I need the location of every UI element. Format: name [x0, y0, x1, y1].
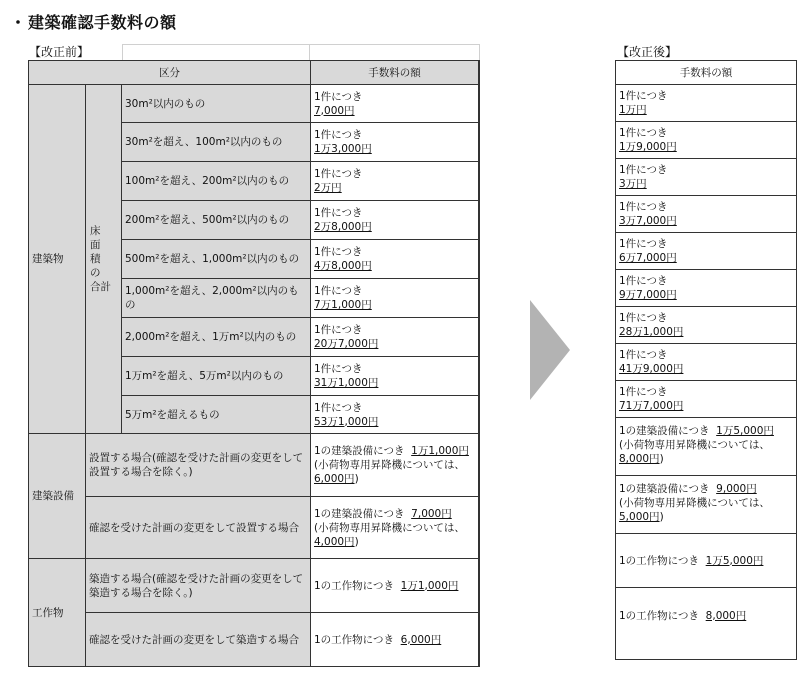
fee-value: 1万円 [619, 104, 647, 116]
equipment-note-fee: 6,000円 [314, 473, 355, 485]
fee-prefix: 1件につき [314, 285, 363, 297]
note-prefix: (小荷物専用昇降機については、 [619, 439, 770, 451]
area-fee-cell [311, 357, 479, 396]
fee-value: 2万8,000円 [314, 221, 372, 233]
area-fee-cell [311, 85, 479, 123]
after-structure-fee-cell [616, 534, 796, 588]
structure-desc-build: 築造する場合(確認を受けた計画の変更をして築造する場合を除く。) [86, 559, 311, 613]
area-range-cell: 5万m²を超えるもの [122, 396, 311, 434]
after-structure-fee-cell [616, 588, 796, 643]
after-caption: 【改正後】 [617, 45, 678, 59]
area-range-cell: 30m²以内のもの [122, 85, 311, 123]
fee-prefix: 1件につき [619, 164, 668, 176]
fee-prefix: 1の建築設備につき [619, 483, 710, 495]
header-section: 区分 [29, 61, 311, 85]
note-prefix: (小荷物専用昇降機については、 [619, 497, 770, 509]
equipment-note-prefix: (小荷物専用昇降機については、 [314, 459, 465, 471]
fee-value: 1万3,000円 [314, 143, 372, 155]
area-fee-cell [311, 162, 479, 201]
fee-prefix: 1件につき [314, 246, 363, 258]
fee-prefix: 1件につき [314, 129, 363, 141]
note-fee: 8,000円 [619, 453, 660, 465]
fee-value: 9万7,000円 [619, 289, 677, 301]
fee-value: 41万9,000円 [619, 363, 684, 375]
fee-prefix: 1件につき [314, 324, 363, 336]
fee-prefix: 1件につき [619, 201, 668, 213]
structure-desc-change: 確認を受けた計画の変更をして築造する場合 [86, 613, 311, 666]
area-fee-cell [311, 318, 479, 357]
fee-value: 28万1,000円 [619, 326, 684, 338]
area-range-cell: 2,000m²を超え、1万m²以内のもの [122, 318, 311, 357]
fee-value: 6万7,000円 [619, 252, 677, 264]
after-area-fee-cell [616, 307, 796, 344]
heading-bullet: ・ [10, 13, 27, 32]
before-table [28, 44, 480, 667]
fee-prefix: 1の建築設備につき [619, 425, 710, 437]
right-arrow-icon [530, 300, 570, 400]
fee-value: 7,000円 [314, 104, 355, 117]
page-heading [10, 10, 177, 33]
area-range-cell: 100m²を超え、200m²以内のもの [122, 162, 311, 201]
fee-value: 53万1,000円 [314, 415, 379, 428]
structure-fee-prefix: 1の工作物につき [314, 633, 394, 646]
area-range-cell: 1万m²を超え、5万m²以内のもの [122, 357, 311, 396]
equipment-note-fee: 4,000円 [314, 536, 355, 548]
structure-fee-value: 1万1,000円 [400, 579, 459, 592]
area-range-cell: 200m²を超え、500m²以内のもの [122, 201, 311, 240]
caption-blank-cell [310, 44, 480, 60]
after-area-fee-cell [616, 270, 796, 307]
structure-fee-prefix: 1の工作物につき [314, 579, 394, 592]
fee-prefix: 1の工作物につき [619, 609, 699, 622]
note-suffix: ) [659, 453, 664, 465]
after-equipment-fee-cell [616, 476, 796, 534]
floor-area-label [86, 85, 122, 434]
structure-fee-change [311, 613, 479, 666]
after-area-fee-cell [616, 159, 796, 196]
equipment-fee-install [311, 434, 479, 497]
before-caption: 【改正前】 [29, 45, 90, 59]
fee-prefix: 1件につき [314, 168, 363, 180]
area-range-cell: 30m²を超え、100m²以内のもの [122, 123, 311, 162]
area-fee-cell [311, 396, 479, 434]
fee-value: 3万円 [619, 178, 647, 190]
structure-fee-value: 6,000円 [400, 633, 442, 646]
after-equipment-fee-cell [616, 418, 796, 476]
fee-value: 4万8,000円 [314, 260, 372, 272]
after-header-fee: 手数料の額 [616, 61, 796, 85]
area-fee-cell [311, 279, 479, 318]
fee-value: 71万7,000円 [619, 400, 684, 412]
area-fee-cell [311, 123, 479, 162]
floor-label-line-1: 床 面 [90, 225, 111, 251]
fee-prefix: 1件につき [619, 275, 668, 287]
fee-value: 1万5,000円 [705, 554, 764, 567]
fee-value: 7万1,000円 [314, 299, 372, 311]
fee-value: 1万5,000円 [716, 425, 774, 437]
fee-value: 2万円 [314, 182, 342, 194]
after-area-fee-cell [616, 85, 796, 122]
equipment-fee-value: 7,000円 [411, 508, 452, 520]
fee-prefix: 1件につき [619, 90, 668, 102]
fee-prefix: 1件につき [314, 363, 363, 375]
after-area-fee-cell [616, 196, 796, 233]
after-grid [615, 60, 797, 660]
area-fee-cell [311, 201, 479, 240]
equipment-label: 建築設備 [29, 434, 86, 559]
equipment-fee-prefix: 1の建築設備につき [314, 508, 405, 520]
structure-fee-build [311, 559, 479, 613]
structure-label: 工作物 [29, 559, 86, 666]
fee-value: 9,000円 [716, 483, 757, 495]
fee-value: 1万9,000円 [619, 141, 677, 153]
area-range-cell: 500m²を超え、1,000m²以内のもの [122, 240, 311, 279]
equipment-note-suffix: ) [354, 473, 359, 485]
note-fee: 5,000円 [619, 511, 660, 523]
fee-value: 20万7,000円 [314, 338, 379, 350]
before-grid [28, 60, 480, 667]
fee-value: 8,000円 [705, 609, 747, 622]
fee-prefix: 1件につき [314, 90, 363, 103]
equipment-desc-change: 確認を受けた計画の変更をして設置する場合 [86, 497, 311, 559]
fee-prefix: 1の工作物につき [619, 554, 699, 567]
equipment-note-prefix: (小荷物専用昇降機については、 [314, 522, 465, 534]
fee-prefix: 1件につき [314, 401, 363, 414]
after-area-fee-cell [616, 381, 796, 418]
fee-prefix: 1件につき [619, 349, 668, 361]
area-fee-cell [311, 240, 479, 279]
equipment-fee-change [311, 497, 479, 559]
page-title: 建築確認手数料の額 [28, 13, 177, 32]
floor-label-line-3: 合計 [90, 281, 111, 293]
equipment-note-suffix: ) [354, 536, 359, 548]
fee-prefix: 1件につき [619, 238, 668, 250]
after-area-fee-cell [616, 344, 796, 381]
header-fee: 手数料の額 [311, 61, 479, 85]
floor-label-line-2: 積 の [90, 253, 111, 279]
after-area-fee-cell [616, 233, 796, 270]
equipment-fee-prefix: 1の建築設備につき [314, 445, 405, 457]
after-area-fee-cell [616, 122, 796, 159]
after-table [615, 44, 797, 660]
area-range-cell: 1,000m²を超え、2,000m²以内のもの [122, 279, 311, 318]
fee-value: 3万7,000円 [619, 215, 677, 227]
caption-blank-cell [122, 44, 310, 60]
fee-prefix: 1件につき [619, 127, 668, 139]
equipment-desc-install: 設置する場合(確認を受けた計画の変更をして設置する場合を除く。) [86, 434, 311, 497]
equipment-fee-value: 1万1,000円 [411, 445, 469, 457]
fee-value: 31万1,000円 [314, 377, 379, 389]
building-label: 建築物 [29, 85, 86, 434]
fee-prefix: 1件につき [619, 312, 668, 324]
fee-prefix: 1件につき [314, 207, 363, 219]
fee-prefix: 1件につき [619, 386, 668, 398]
note-suffix: ) [659, 511, 664, 523]
